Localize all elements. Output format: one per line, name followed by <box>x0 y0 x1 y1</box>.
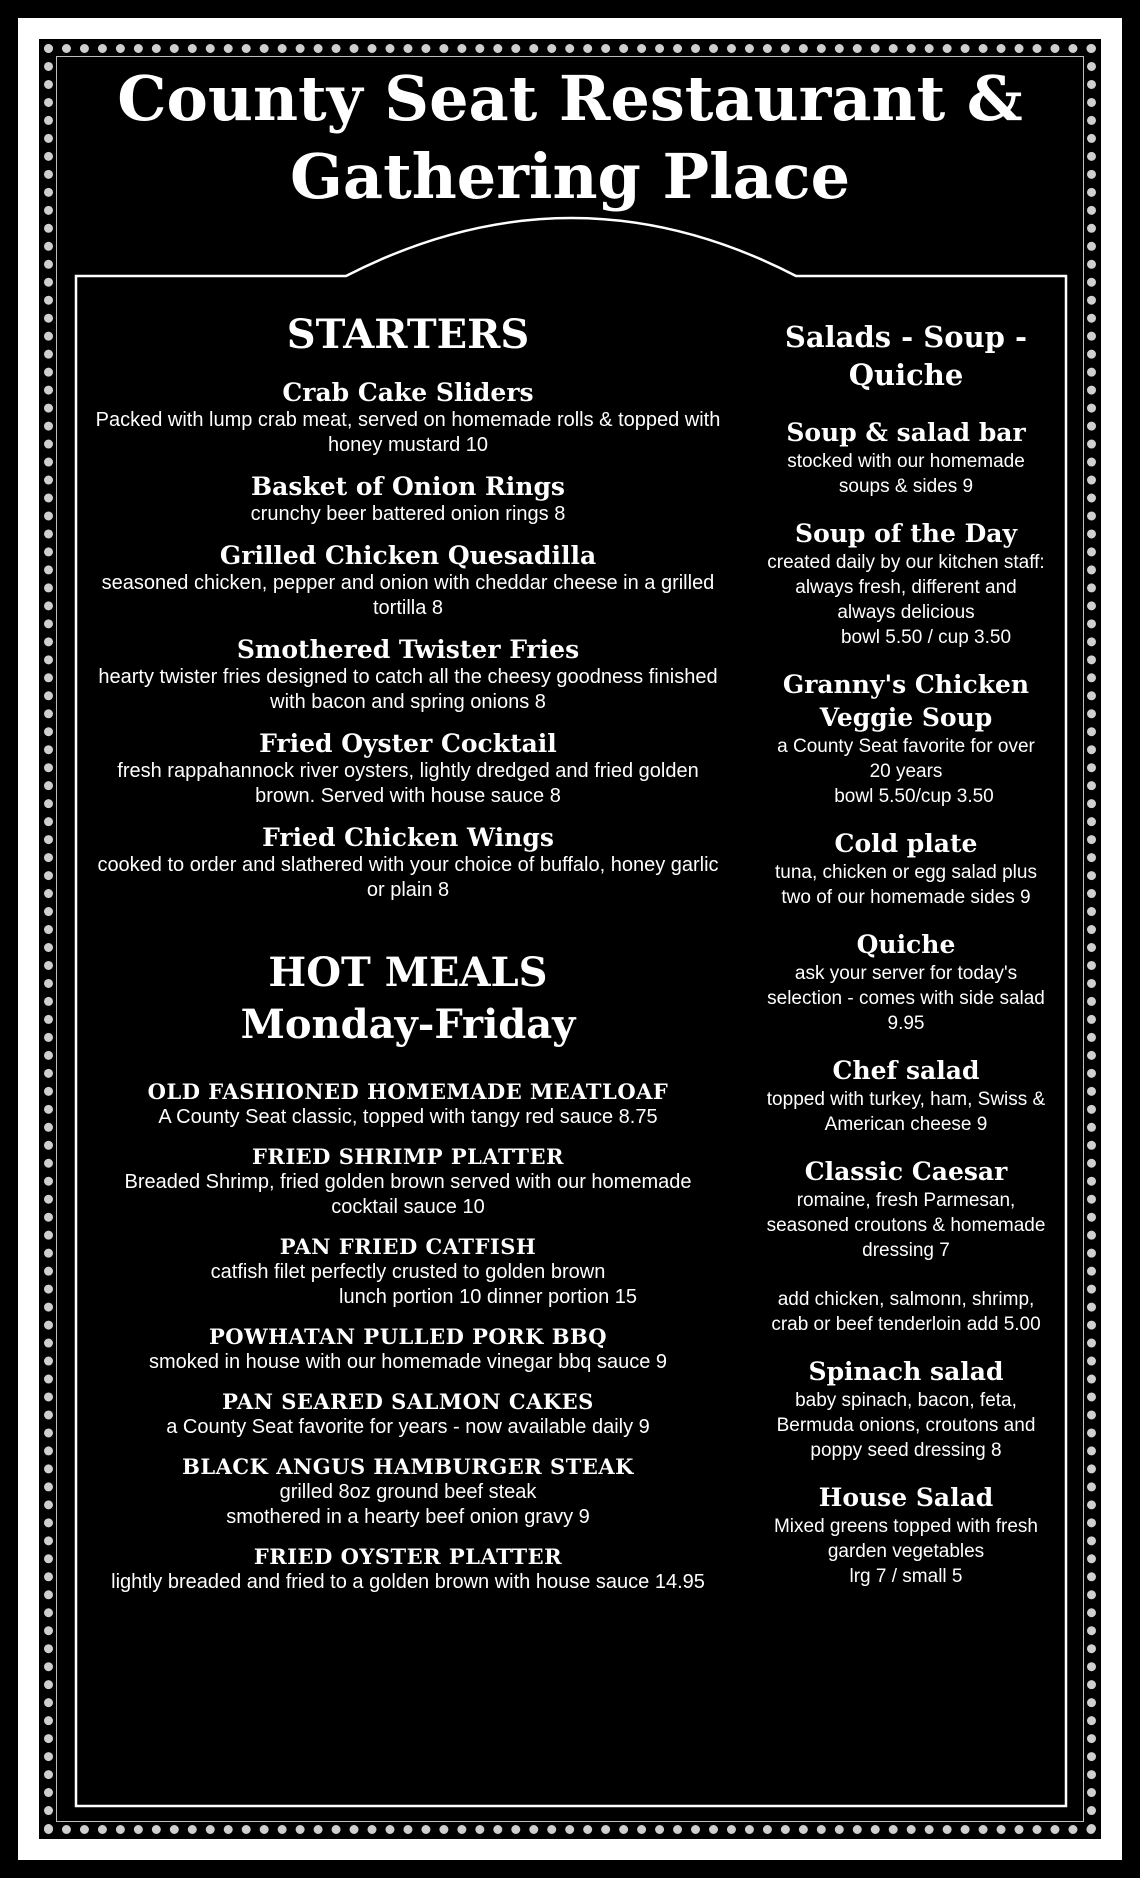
salads-heading <box>766 318 1046 394</box>
item-name: FRIED SHRIMP PLATTER <box>251 1144 564 1169</box>
menu-item <box>766 1355 1046 1463</box>
item-name: Soup & salad bar <box>786 418 1026 447</box>
item-desc: baby spinach, bacon, feta, Bermuda onions, croutons and poppy seed dressing 8 <box>776 1390 1036 1461</box>
item-price: lrg 7 / small 5 <box>849 1566 963 1587</box>
menu-item <box>92 1544 724 1595</box>
item-desc-2: smothered in a hearty beef onion gravy 9 <box>226 1506 590 1528</box>
item-desc: lightly breaded and fried to a golden brown with house sauce 14.95 <box>111 1571 705 1593</box>
hot-meals-heading <box>92 947 724 1051</box>
item-desc: grilled 8oz ground beef steak <box>279 1481 537 1503</box>
item-desc: a County Seat favorite for years - now available daily 9 <box>166 1416 650 1438</box>
item-name: House Salad <box>818 1483 994 1512</box>
item-name: POWHATAN PULLED PORK BBQ <box>209 1324 607 1349</box>
menu-item <box>92 1454 724 1530</box>
item-name: PAN SEARED SALMON CAKES <box>222 1389 594 1414</box>
item-name: Basket of Onion Rings <box>250 472 566 501</box>
right-column <box>766 318 1046 1589</box>
item-desc: hearty twister fries designed to catch all the cheesy goodness finished with bacon and spring onions 8 <box>98 666 718 713</box>
item-name: PAN FRIED CATFISH <box>279 1234 537 1259</box>
menu-item <box>92 472 724 527</box>
item-desc: Breaded Shrimp, fried golden brown served with our homemade cocktail sauce 10 <box>124 1171 692 1218</box>
item-name: Granny's Chicken Veggie Soup <box>782 670 1030 732</box>
item-desc: cooked to order and slathered with your choice of buffalo, honey garlic or plain 8 <box>97 854 719 901</box>
hot-meals-list <box>92 1079 724 1595</box>
item-desc: topped with turkey, ham, Swiss & American cheese 9 <box>766 1089 1046 1135</box>
menu-item <box>766 1155 1046 1337</box>
menu-item <box>766 416 1046 499</box>
starters-heading: STARTERS <box>286 311 530 358</box>
item-desc: crunchy beer battered onion rings 8 <box>250 503 566 525</box>
item-desc: tuna, chicken or egg salad plus two of our homemade sides 9 <box>775 862 1037 908</box>
menu-item <box>92 823 724 903</box>
menu-item <box>92 1079 724 1130</box>
item-name: OLD FASHIONED HOMEMADE MEATLOAF <box>147 1079 669 1104</box>
item-desc: fresh rappahannock river oysters, lightly dredged and fried golden brown. Served with house sauce 8 <box>117 760 699 807</box>
left-column <box>92 310 724 1595</box>
menu-item <box>92 635 724 715</box>
item-desc: A County Seat classic, topped with tangy red sauce 8.75 <box>158 1106 658 1128</box>
salads-heading-line-1: Salads - Soup - <box>784 320 1028 354</box>
menu-item <box>92 1144 724 1220</box>
title-line-1: County Seat Restaurant & <box>117 62 1023 135</box>
item-name: Fried Oyster Cocktail <box>259 729 557 758</box>
menu-item <box>766 1054 1046 1137</box>
item-price: lunch portion 10 dinner portion 15 <box>339 1286 637 1308</box>
menu-item <box>92 729 724 809</box>
title-line-2: Gathering Place <box>289 140 851 213</box>
item-desc: romaine, fresh Parmesan, seasoned croutons & homemade dressing 7 <box>766 1190 1046 1261</box>
hot-meals-heading-line-2: Monday-Friday <box>240 1001 576 1048</box>
item-desc: created daily by our kitchen staff: always fresh, different and always delicious <box>767 552 1045 623</box>
menu-item <box>92 1234 724 1310</box>
item-desc: ask your server for today's selection - comes with side salad 9.95 <box>767 963 1045 1034</box>
item-desc: Mixed greens topped with fresh garden vegetables <box>773 1516 1039 1562</box>
item-name: Quiche <box>856 930 956 959</box>
item-name: BLACK ANGUS HAMBURGER STEAK <box>182 1454 634 1479</box>
menu-item <box>766 827 1046 910</box>
item-name: Spinach salad <box>808 1357 1004 1386</box>
item-name: Smothered Twister Fries <box>236 635 580 664</box>
item-name: Classic Caesar <box>804 1157 1008 1186</box>
item-desc: a County Seat favorite for over 20 years <box>777 736 1035 782</box>
menu-item <box>766 1481 1046 1589</box>
item-desc: seasoned chicken, pepper and onion with cheddar cheese in a grilled tortilla 8 <box>101 572 715 619</box>
menu-item <box>766 928 1046 1036</box>
menu-item <box>92 1389 724 1440</box>
item-desc: stocked with our homemade soups & sides 9 <box>787 451 1025 497</box>
item-name: Chef salad <box>832 1056 980 1085</box>
item-name: Fried Chicken Wings <box>262 823 554 852</box>
item-desc: catfish filet perfectly crusted to golden brown <box>210 1261 606 1283</box>
item-name: FRIED OYSTER PLATTER <box>253 1544 563 1569</box>
item-desc: smoked in house with our homemade vinegar bbq sauce 9 <box>148 1351 668 1373</box>
item-addon: add chicken, salmonn, shrimp, crab or beef tenderloin add 5.00 <box>771 1289 1041 1335</box>
menu-item <box>766 517 1046 650</box>
item-name: Soup of the Day <box>795 519 1017 548</box>
menu-item <box>92 1324 724 1375</box>
hot-meals-heading-line-1: HOT MEALS <box>268 949 548 996</box>
item-name: Grilled Chicken Quesadilla <box>219 541 597 570</box>
menu-item <box>92 378 724 458</box>
item-price: bowl 5.50 / cup 3.50 <box>840 627 1012 648</box>
item-name: Crab Cake Sliders <box>282 378 534 407</box>
menu-item <box>92 541 724 621</box>
salads-heading-line-2: Quiche <box>848 358 964 392</box>
item-desc: Packed with lump crab meat, served on homemade rolls & topped with honey mustard 10 <box>95 409 721 456</box>
item-name: Cold plate <box>834 829 978 858</box>
item-price: bowl 5.50/cup 3.50 <box>834 786 994 807</box>
menu-item <box>766 668 1046 809</box>
